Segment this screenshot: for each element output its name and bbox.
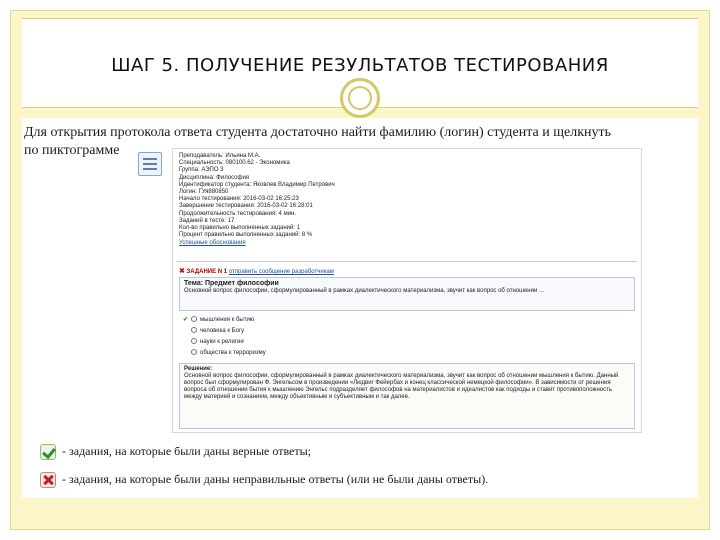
divider bbox=[177, 261, 637, 262]
protocol-line: Продолжительность тестирования: 4 мин. bbox=[179, 210, 297, 217]
protocol-line: Кол-во правильно выполненных заданий: 1 bbox=[179, 225, 301, 232]
protocol-screenshot bbox=[172, 148, 642, 433]
report-link[interactable]: отправить сообщение разработчикам bbox=[228, 269, 334, 275]
answer-option[interactable] bbox=[183, 326, 266, 337]
radio-icon bbox=[191, 338, 197, 344]
option-label: человека к Богу bbox=[200, 328, 245, 334]
intro-line-1: Для открытия протокола ответа студента достаточно найти фамилию (логин) студента и щелкнуть bbox=[24, 125, 612, 140]
protocol-line: Начало тестирования: 2016-03-02 16:25:23 bbox=[179, 196, 299, 203]
protocol-line: Специальность: 080100.62 - Экономика bbox=[179, 160, 290, 167]
protocol-line: Преподаватель: Ильина М.А. bbox=[179, 153, 261, 159]
slide-title: ШАГ 5. ПОЛУЧЕНИЕ РЕЗУЛЬТАТОВ ТЕСТИРОВАНИЯ bbox=[111, 55, 609, 76]
answer-option[interactable] bbox=[183, 348, 266, 359]
answer-option[interactable] bbox=[183, 337, 266, 348]
protocol-line: Группа: АЭПО 3 bbox=[179, 167, 224, 174]
ring-ornament-icon bbox=[340, 78, 380, 118]
intro-line-2: по пиктограмме bbox=[24, 143, 120, 158]
question-text: Основной вопрос философии, сформулированный в рамках диалектического материализма, звучит как вопрос об отношении … bbox=[184, 288, 545, 294]
protocol-list-icon[interactable] bbox=[138, 152, 162, 176]
legend-wrong: - задания, на которые были даны неправильные ответы (или не были даны ответы). bbox=[62, 472, 489, 486]
solution-box bbox=[179, 363, 635, 429]
wrong-x-icon bbox=[40, 472, 56, 488]
check-icon: ✔ bbox=[183, 317, 189, 323]
answer-options bbox=[183, 315, 266, 359]
option-label: общества к терроризму bbox=[200, 350, 266, 356]
question-box bbox=[179, 277, 635, 311]
protocol-line: Заданий в тесте: 17 bbox=[179, 217, 235, 224]
protocol-line: Процент правильно выполненных заданий: 8 % bbox=[179, 232, 313, 239]
solution-text: Основной вопрос философии, сформулированный в рамках диалектического материализма, звучит как вопрос об отношении мышления к бытию. Данный вопрос был сформулирован Ф. Энгельсом в произведении «Людвиг Фейербах и конец классической немецкой философии». В зависимости от решения вопроса об отношении бытия к мышлению Энгельс подразделяет философов на материалистов и идеалистов как подходы и ставит противоположность между материей и сознанием, между объективным и субъективным и так далее. bbox=[184, 373, 619, 400]
solution-header: Решение: bbox=[184, 366, 213, 372]
protocol-line: Логин: ГУя880850 bbox=[179, 189, 229, 196]
topic-title: Тема: Предмет философии bbox=[184, 280, 279, 287]
wrong-mark-icon: ✖ bbox=[179, 268, 185, 275]
radio-icon bbox=[191, 316, 197, 322]
details-link[interactable]: Успешные обоснования bbox=[179, 240, 246, 247]
task-header bbox=[179, 267, 334, 275]
protocol-line: Идентификатор студента: Яковлев Владимир Петрович bbox=[179, 181, 335, 188]
option-label: мышления к бытию bbox=[200, 317, 255, 323]
radio-icon bbox=[191, 327, 197, 333]
radio-icon bbox=[191, 349, 197, 355]
protocol-info bbox=[179, 153, 479, 248]
option-label: науки к религии bbox=[200, 339, 244, 345]
answer-option[interactable] bbox=[183, 315, 266, 326]
protocol-line: Дисциплина: Философия bbox=[179, 174, 250, 181]
task-label: ЗАДАНИЕ N 1 bbox=[186, 269, 228, 275]
legend-correct: - задания, на которые были даны верные ответы; bbox=[62, 444, 312, 458]
correct-check-icon bbox=[40, 444, 56, 460]
protocol-line: Завершение тестирования: 2016-03-02 16:28:01 bbox=[179, 203, 313, 210]
